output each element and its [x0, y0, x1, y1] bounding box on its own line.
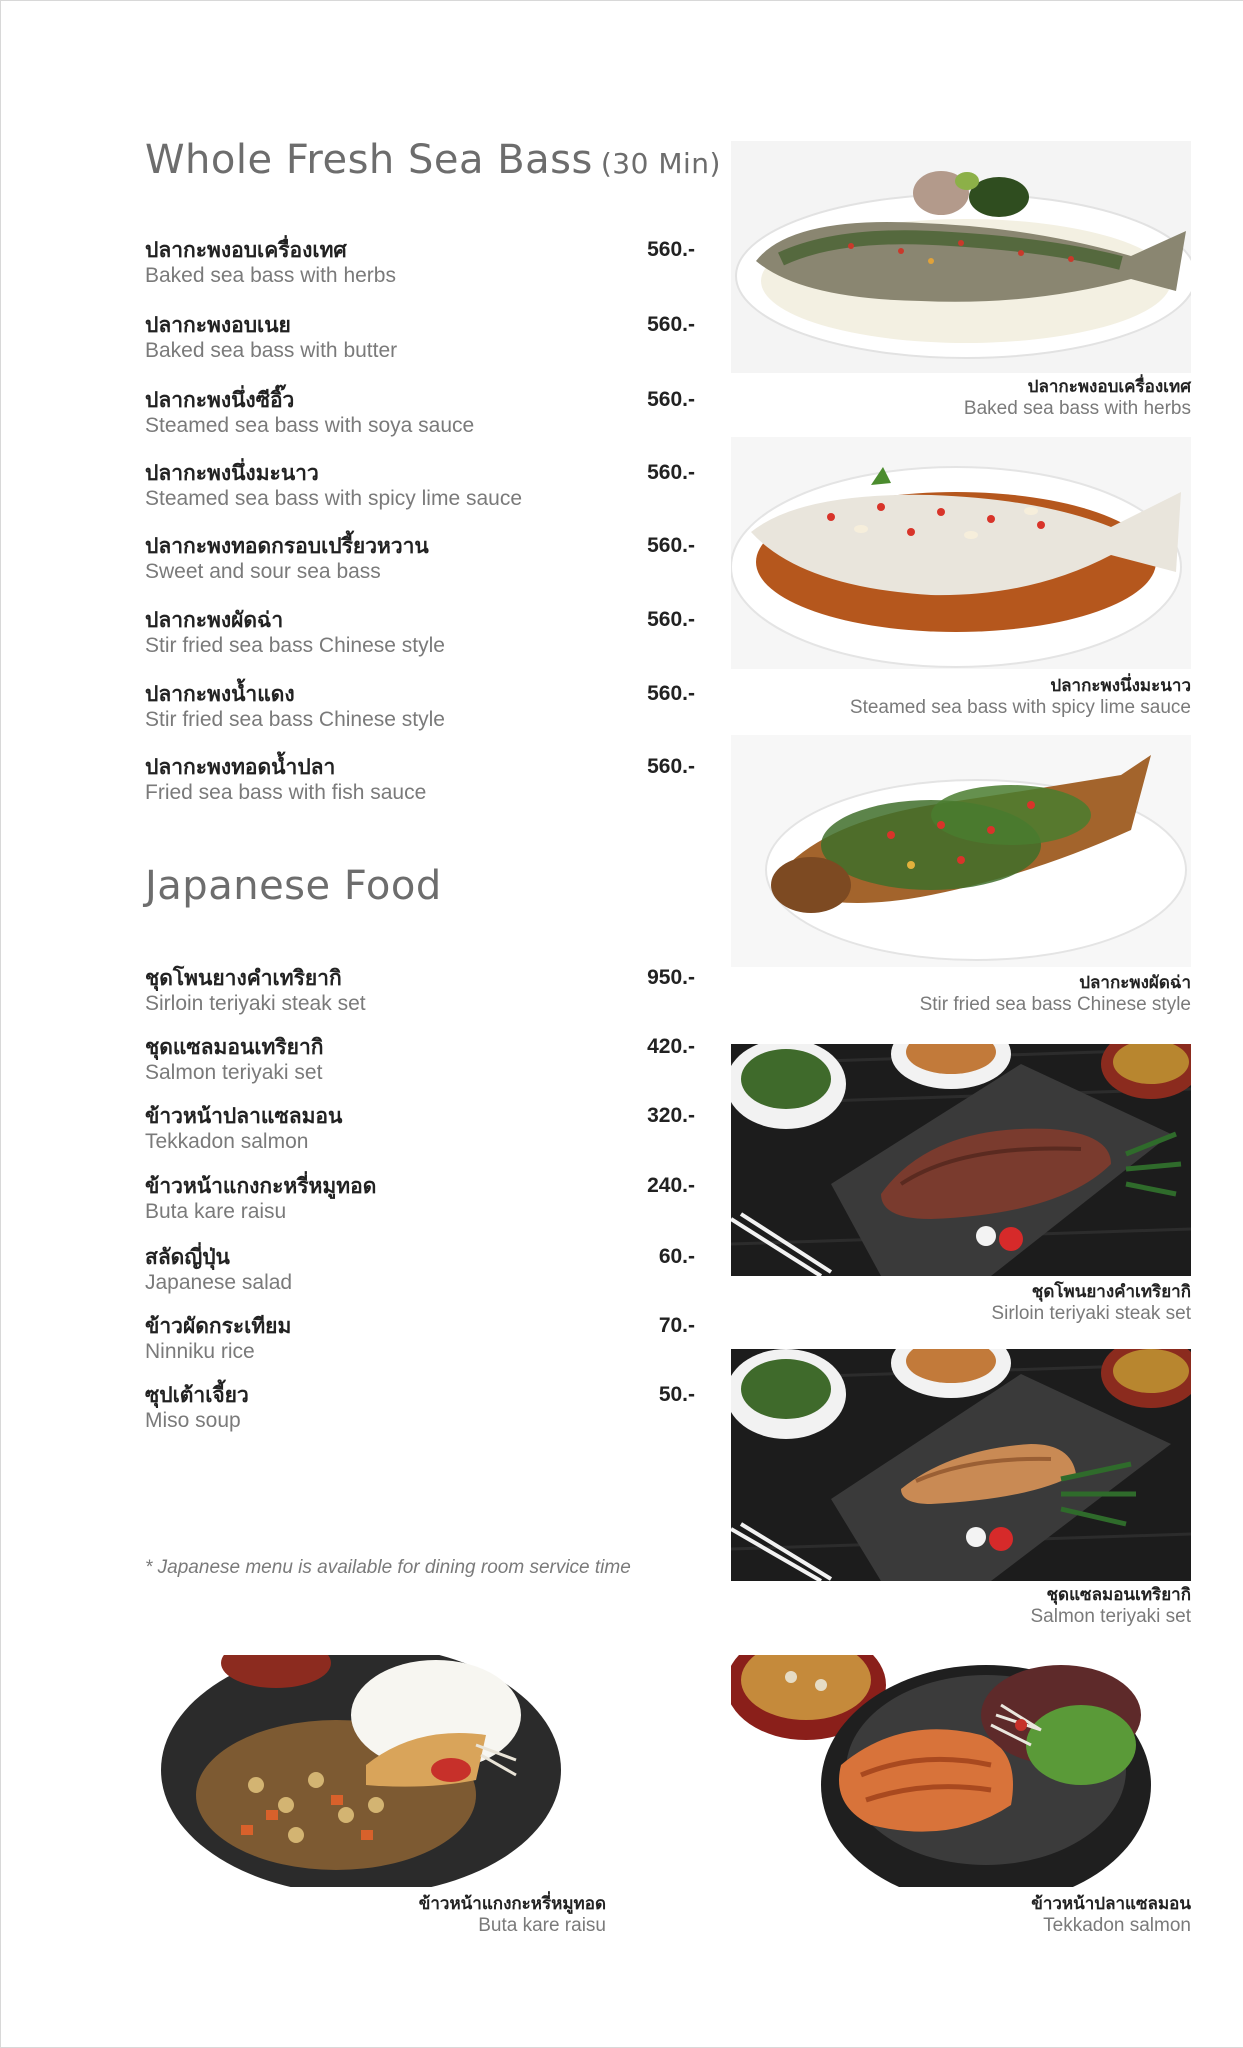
item-price: 560.-	[647, 534, 695, 557]
section-title-seabass	[145, 137, 721, 183]
menu-item	[145, 387, 695, 439]
item-thai-name: ปลากะพงผัดฉ่า	[145, 608, 284, 632]
item-english-name: Tekkadon salmon	[145, 1130, 309, 1153]
item-price: 560.-	[647, 755, 695, 778]
baked-fish-photo-image	[731, 141, 1191, 373]
stir-fried-fish-photo-image	[731, 735, 1191, 967]
item-english-name: Salmon teriyaki set	[145, 1061, 323, 1084]
baked-fish-photo	[731, 141, 1191, 373]
item-english-name: Steamed sea bass with spicy lime sauce	[145, 487, 523, 510]
item-price: 560.-	[647, 313, 695, 336]
item-english-name: Buta kare raisu	[145, 1200, 287, 1223]
menu-item	[145, 1244, 695, 1296]
item-english-name: Baked sea bass with herbs	[145, 264, 396, 287]
item-thai-name: ปลากะพงน้ำแดง	[145, 682, 295, 706]
menu-item	[145, 754, 695, 806]
caption-thai: ชุดแซลมอนเทริยากิ	[1046, 1585, 1191, 1605]
item-price: 560.-	[647, 682, 695, 705]
item-price: 50.-	[658, 1383, 695, 1406]
item-english-name: Fried sea bass with fish sauce	[145, 781, 427, 804]
steamed-fish-photo	[731, 437, 1191, 669]
item-price: 560.-	[647, 388, 695, 411]
caption-thai: ปลากะพงผัดฉ่า	[1079, 973, 1191, 993]
item-english-name: Stir fried sea bass Chinese style	[145, 634, 445, 657]
item-thai-name: ปลากะพงนึ่งมะนาว	[145, 461, 319, 485]
photo-caption	[731, 1585, 1191, 1628]
item-english-name: Miso soup	[145, 1409, 241, 1432]
caption-english: Stir fried sea bass Chinese style	[919, 994, 1191, 1015]
item-thai-name: ปลากะพงนึ่งซีอิ๊ว	[145, 388, 295, 412]
salmon-set-photo	[731, 1349, 1191, 1581]
caption-english: Tekkadon salmon	[1043, 1915, 1191, 1936]
menu-item	[145, 1034, 695, 1086]
item-thai-name: ข้าวหน้าแกงกะหรี่หมูทอด	[145, 1174, 377, 1198]
menu-item	[145, 965, 695, 1017]
item-thai-name: สลัดญี่ปุ่น	[145, 1245, 230, 1269]
item-english-name: Japanese salad	[145, 1271, 293, 1294]
item-thai-name: ปลากะพงทอดน้ำปลา	[145, 755, 336, 779]
stir-fried-fish-photo	[731, 735, 1191, 967]
item-english-name: Sirloin teriyaki steak set	[145, 992, 366, 1015]
section-title-text: Japanese Food	[145, 863, 442, 909]
photo-caption	[731, 1282, 1191, 1325]
caption-english: Baked sea bass with herbs	[963, 398, 1191, 419]
caption-english: Steamed sea bass with spicy lime sauce	[849, 697, 1191, 718]
item-price: 560.-	[647, 608, 695, 631]
menu-item	[145, 237, 695, 289]
menu-item	[145, 460, 695, 512]
item-price: 320.-	[647, 1104, 695, 1127]
item-price: 560.-	[647, 461, 695, 484]
item-english-name: Steamed sea bass with soya sauce	[145, 414, 475, 437]
menu-item	[145, 1382, 695, 1434]
menu-item	[145, 1313, 695, 1365]
section-title-japanese	[145, 863, 442, 909]
item-thai-name: ซุปเต้าเจี้ยว	[145, 1383, 249, 1407]
photo-caption	[731, 676, 1191, 719]
caption-english: Sirloin teriyaki steak set	[991, 1303, 1191, 1324]
item-thai-name: ข้าวหน้าปลาแซลมอน	[145, 1104, 343, 1128]
photo-caption	[731, 973, 1191, 1016]
curry-rice-photo-image	[146, 1655, 606, 1887]
item-thai-name: ชุดโพนยางคำเทริยากิ	[145, 966, 342, 990]
caption-thai: ปลากะพงนึ่งมะนาว	[1050, 676, 1191, 696]
photo-caption	[731, 377, 1191, 420]
photo-caption	[731, 1894, 1191, 1937]
item-english-name: Ninniku rice	[145, 1340, 255, 1363]
menu-item	[145, 312, 695, 364]
photo-caption	[146, 1894, 606, 1937]
service-note: * Japanese menu is available for dining room service time	[145, 1557, 631, 1578]
item-price: 240.-	[647, 1174, 695, 1197]
section-title-text: Whole Fresh Sea Bass	[145, 137, 593, 183]
menu-item	[145, 533, 695, 585]
item-price: 70.-	[658, 1314, 695, 1337]
item-english-name: Stir fried sea bass Chinese style	[145, 708, 445, 731]
salmon-bowl-photo-image	[731, 1655, 1191, 1887]
salmon-set-photo-image	[731, 1349, 1191, 1581]
steak-set-photo	[731, 1044, 1191, 1276]
item-thai-name: ปลากะพงอบเนย	[145, 313, 291, 337]
section-subtitle: (30 Min)	[600, 147, 721, 180]
item-price: 420.-	[647, 1035, 695, 1058]
item-price: 950.-	[647, 966, 695, 989]
caption-thai: ชุดโพนยางคำเทริยากิ	[1031, 1282, 1191, 1302]
item-thai-name: ชุดแซลมอนเทริยากิ	[145, 1035, 324, 1059]
menu-item	[145, 681, 695, 733]
steak-set-photo-image	[731, 1044, 1191, 1276]
caption-thai: ข้าวหน้าปลาแซลมอน	[1031, 1894, 1191, 1914]
item-english-name: Sweet and sour sea bass	[145, 560, 381, 583]
item-english-name: Baked sea bass with butter	[145, 339, 398, 362]
menu-item	[145, 607, 695, 659]
curry-rice-photo	[146, 1655, 606, 1887]
salmon-bowl-photo	[731, 1655, 1191, 1887]
item-price: 60.-	[658, 1245, 695, 1268]
caption-english: Salmon teriyaki set	[1030, 1606, 1191, 1627]
menu-item	[145, 1173, 695, 1225]
item-thai-name: ปลากะพงอบเครื่องเทศ	[145, 238, 347, 262]
caption-thai: ปลากะพงอบเครื่องเทศ	[1027, 377, 1191, 397]
steamed-fish-photo-image	[731, 437, 1191, 669]
caption-english: Buta kare raisu	[478, 1915, 606, 1936]
caption-thai: ข้าวหน้าแกงกะหรี่หมูทอด	[418, 1894, 606, 1914]
item-thai-name: ข้าวผัดกระเทียม	[145, 1314, 292, 1338]
item-price: 560.-	[647, 238, 695, 261]
item-thai-name: ปลากะพงทอดกรอบเปรี้ยวหวาน	[145, 534, 429, 558]
menu-item	[145, 1103, 695, 1155]
